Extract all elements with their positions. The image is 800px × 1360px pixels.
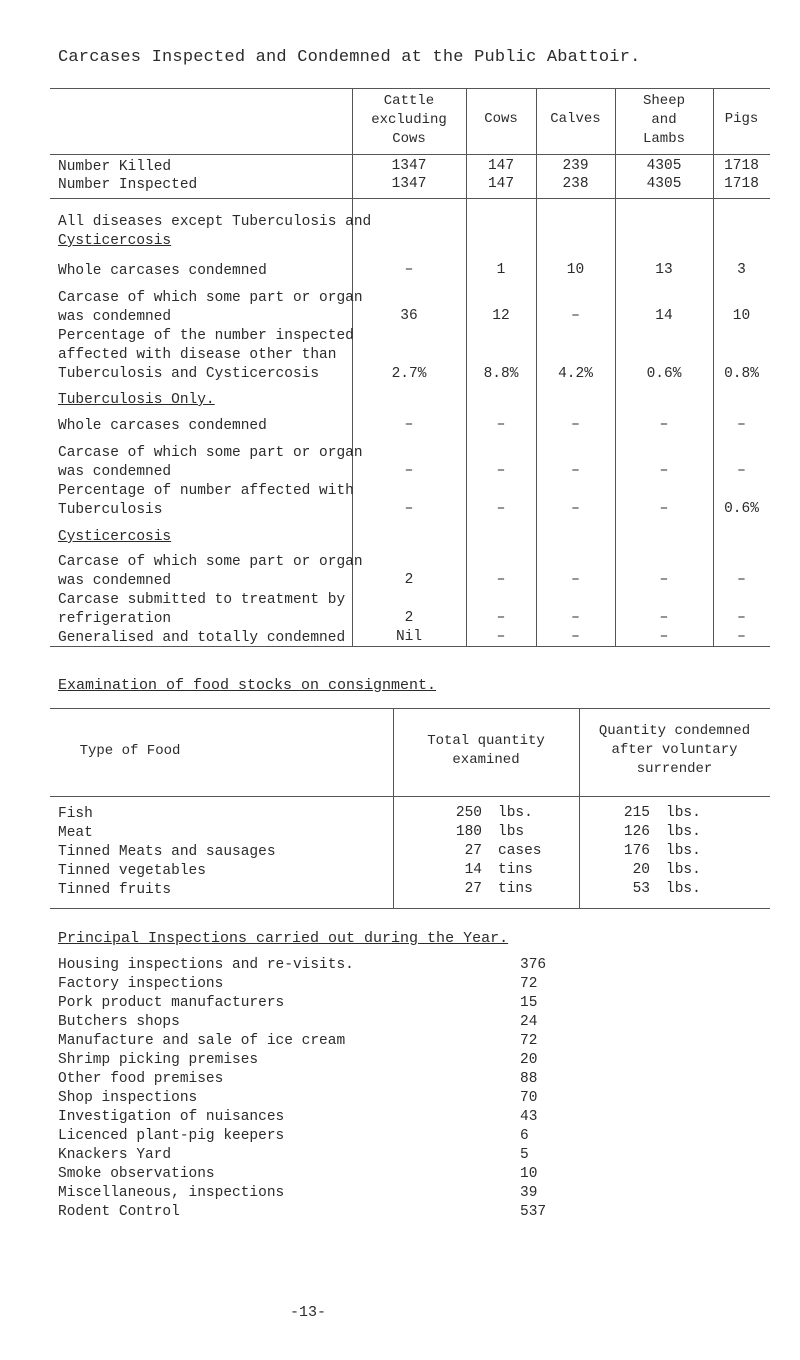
condemned-unit: lbs. bbox=[666, 805, 701, 821]
table-cell: 12 bbox=[492, 308, 510, 324]
column-header-line: Cows bbox=[392, 131, 426, 147]
row-label-line: Tuberculosis bbox=[58, 502, 163, 518]
row-label bbox=[58, 262, 267, 281]
table-cell: 4305 bbox=[646, 176, 682, 192]
inspection-label: Smoke observations bbox=[58, 1166, 215, 1182]
table-cell: 1347 bbox=[391, 176, 427, 192]
row-label-line: affected with disease other than bbox=[58, 347, 337, 363]
table-cell: – bbox=[404, 501, 414, 517]
table-cell: – bbox=[659, 629, 669, 645]
section-heading: Cysticercosis bbox=[58, 529, 172, 545]
table-cell: – bbox=[571, 610, 580, 626]
row-label-line: Carcase of which some part or organ bbox=[58, 290, 363, 306]
table-cell: – bbox=[737, 572, 746, 588]
quantity-examined: 27 bbox=[464, 843, 482, 859]
row-label-line: Percentage of number affected with bbox=[58, 483, 354, 499]
quantity-examined: 250 bbox=[455, 805, 482, 821]
condemned-unit: lbs. bbox=[666, 862, 701, 878]
inspection-count: 39 bbox=[520, 1185, 538, 1201]
table-cell: 0.8% bbox=[724, 366, 759, 382]
table-cell: – bbox=[571, 417, 580, 433]
quantity-examined: 14 bbox=[464, 862, 482, 878]
table-cell: 8.8% bbox=[483, 366, 519, 382]
table-cell: 239 bbox=[562, 158, 589, 174]
table-rule-top bbox=[50, 708, 770, 709]
row-label-line: Generalised and totally condemned bbox=[58, 630, 346, 646]
row-label-line: Percentage of the number inspected bbox=[58, 328, 354, 344]
condemned-unit: lbs. bbox=[666, 881, 701, 897]
column-header-line: Sheep bbox=[642, 93, 685, 109]
inspection-label: Knackers Yard bbox=[58, 1147, 172, 1163]
row-label bbox=[58, 417, 267, 436]
row-label bbox=[58, 629, 345, 648]
table-cell: 238 bbox=[562, 176, 589, 192]
quantity-unit: cases bbox=[498, 843, 542, 859]
row-label-line: Carcase of which some part or organ bbox=[58, 445, 363, 461]
table-rule-top bbox=[50, 88, 770, 89]
table-cell: 1347 bbox=[391, 158, 427, 174]
row-label-line: was condemned bbox=[58, 309, 172, 325]
table-cell: 36 bbox=[400, 308, 418, 324]
table-cell: – bbox=[659, 610, 669, 626]
inspection-label: Rodent Control bbox=[58, 1204, 180, 1220]
table-rule-header bbox=[50, 796, 770, 797]
inspections-list bbox=[58, 956, 578, 1222]
section-heading: Tuberculosis Only. bbox=[58, 392, 215, 408]
column-header-line: Cattle bbox=[383, 93, 435, 109]
row-label bbox=[58, 553, 363, 591]
column-header-line: Calves bbox=[550, 111, 601, 127]
inspection-label: Other food premises bbox=[58, 1071, 224, 1087]
column-header bbox=[615, 92, 713, 149]
page-number: -13- bbox=[290, 1304, 327, 1321]
table-cell: 0.6% bbox=[646, 366, 682, 382]
table-cell: 2 bbox=[404, 610, 414, 626]
column-header bbox=[352, 92, 466, 149]
inspection-count: 5 bbox=[520, 1147, 529, 1163]
table-cell: – bbox=[496, 610, 506, 626]
column-header bbox=[579, 722, 770, 779]
list-item bbox=[58, 1070, 578, 1089]
quantity-condemned: 126 bbox=[623, 824, 650, 840]
column-header: Type of Food bbox=[79, 743, 181, 759]
inspection-count: 15 bbox=[520, 995, 538, 1011]
table-rule-header bbox=[50, 154, 770, 155]
inspections-title: Principal Inspections carried out during the Year. bbox=[58, 930, 509, 947]
table-cell: – bbox=[737, 610, 746, 626]
row-label bbox=[58, 444, 363, 482]
list-item bbox=[58, 1203, 578, 1222]
inspection-count: 88 bbox=[520, 1071, 538, 1087]
inspection-count: 24 bbox=[520, 1014, 538, 1030]
table-rule-bottom bbox=[50, 908, 770, 909]
table-cell: 147 bbox=[487, 176, 515, 192]
table-cell: 1718 bbox=[724, 158, 759, 174]
table-cell: – bbox=[571, 629, 580, 645]
table-cell: – bbox=[404, 417, 414, 433]
column-header-line: and bbox=[651, 112, 677, 128]
inspection-label: Factory inspections bbox=[58, 976, 224, 992]
inspection-count: 70 bbox=[520, 1090, 538, 1106]
table-cell: 4305 bbox=[646, 158, 682, 174]
row-label-line: Carcase submitted to treatment by bbox=[58, 592, 346, 608]
inspection-count: 72 bbox=[520, 976, 538, 992]
food-type: Fish bbox=[58, 806, 93, 822]
inspection-label: Housing inspections and re-visits. bbox=[58, 957, 354, 973]
column-header bbox=[536, 110, 615, 129]
table-cell: 2.7% bbox=[391, 366, 427, 382]
list-item bbox=[58, 1146, 578, 1165]
inspection-label: Shop inspections bbox=[58, 1090, 198, 1106]
column-header-line: Cows bbox=[484, 111, 518, 127]
column-header-line: Total quantity bbox=[427, 733, 545, 749]
quantity-condemned: 215 bbox=[623, 805, 650, 821]
table-cell: – bbox=[737, 629, 746, 645]
table-cell: 10 bbox=[566, 262, 585, 278]
quantity-unit: lbs bbox=[498, 824, 525, 840]
row-label bbox=[58, 591, 345, 629]
table-cell: 4.2% bbox=[558, 366, 593, 382]
inspection-count: 20 bbox=[520, 1052, 538, 1068]
list-item bbox=[58, 1108, 578, 1127]
row-label-line: Whole carcases condemned bbox=[58, 263, 267, 279]
row-label bbox=[58, 482, 354, 520]
quantity-condemned: 176 bbox=[623, 843, 650, 859]
table-cell: 2 bbox=[404, 572, 414, 588]
quantity-examined: 27 bbox=[464, 881, 482, 897]
list-item bbox=[58, 975, 578, 994]
table-cell: – bbox=[496, 417, 506, 433]
row-label-line: was condemned bbox=[58, 573, 172, 589]
table-cell: – bbox=[496, 501, 506, 517]
section-heading-line: All diseases except Tuberculosis and bbox=[58, 214, 372, 230]
list-item bbox=[58, 1051, 578, 1070]
food-type: Tinned vegetables bbox=[58, 863, 206, 879]
table-cell: – bbox=[496, 463, 506, 479]
column-header-line: Quantity condemned bbox=[598, 723, 751, 739]
inspection-label: Miscellaneous, inspections bbox=[58, 1185, 285, 1201]
row-label-line: refrigeration bbox=[58, 611, 172, 627]
column-header bbox=[466, 110, 536, 129]
section-heading-line: Cysticercosis bbox=[58, 233, 172, 249]
quantity-unit: tins bbox=[498, 881, 533, 897]
column-header-line: examined bbox=[452, 752, 520, 768]
table-cell: – bbox=[659, 417, 669, 433]
table-cell: – bbox=[659, 572, 669, 588]
table-cell: – bbox=[659, 501, 669, 517]
food-type: Meat bbox=[58, 825, 93, 841]
table-cell: – bbox=[404, 463, 414, 479]
quantity-unit: lbs. bbox=[498, 805, 533, 821]
inspection-label: Shrimp picking premises bbox=[58, 1052, 259, 1068]
column-header-line: surrender bbox=[636, 761, 713, 777]
table-cell: 13 bbox=[655, 262, 673, 278]
row-label: Number Inspected bbox=[58, 177, 198, 193]
table-cell: 3 bbox=[737, 262, 746, 278]
row-label bbox=[58, 327, 354, 384]
quantity-condemned: 20 bbox=[632, 862, 650, 878]
table-cell: – bbox=[737, 417, 746, 433]
column-header bbox=[393, 732, 579, 770]
table-cell: 14 bbox=[655, 308, 673, 324]
inspection-label: Pork product manufacturers bbox=[58, 995, 285, 1011]
row-label: Number Killed bbox=[58, 159, 172, 175]
table-cell: – bbox=[571, 572, 580, 588]
section-heading bbox=[58, 213, 371, 251]
row-label-line: was condemned bbox=[58, 464, 172, 480]
table-cell: – bbox=[571, 463, 580, 479]
page-title: Carcases Inspected and Condemned at the Public Abattoir. bbox=[58, 48, 641, 67]
inspection-count: 43 bbox=[520, 1109, 538, 1125]
table-cell: – bbox=[571, 501, 580, 517]
list-item bbox=[58, 1013, 578, 1032]
list-item bbox=[58, 994, 578, 1013]
food-type: Tinned fruits bbox=[58, 882, 172, 898]
inspection-count: 10 bbox=[520, 1166, 538, 1182]
inspection-count: 6 bbox=[520, 1128, 529, 1144]
inspection-label: Investigation of nuisances bbox=[58, 1109, 285, 1125]
table-rule-counts bbox=[50, 198, 770, 199]
list-item bbox=[58, 956, 578, 975]
table-cell: 1718 bbox=[724, 176, 759, 192]
quantity-condemned: 53 bbox=[632, 881, 650, 897]
list-item bbox=[58, 1089, 578, 1108]
column-header bbox=[713, 110, 770, 129]
condemned-unit: lbs. bbox=[666, 843, 701, 859]
table-cell: 10 bbox=[732, 308, 751, 324]
table-cell: – bbox=[571, 308, 580, 324]
condemned-unit: lbs. bbox=[666, 824, 701, 840]
list-item bbox=[58, 1165, 578, 1184]
table-cell: 1 bbox=[496, 262, 506, 278]
row-label-line: Whole carcases condemned bbox=[58, 418, 267, 434]
table-cell: – bbox=[404, 262, 414, 278]
quantity-unit: tins bbox=[498, 862, 533, 878]
table-cell: 147 bbox=[487, 158, 515, 174]
table-cell: – bbox=[737, 463, 746, 479]
row-label-line: Carcase of which some part or organ bbox=[58, 554, 363, 570]
table-cell: 0.6% bbox=[724, 501, 759, 517]
table-cell: – bbox=[496, 629, 506, 645]
inspection-label: Licenced plant-pig keepers bbox=[58, 1128, 285, 1144]
column-header-line: after voluntary bbox=[611, 742, 738, 758]
column-header-line: Lambs bbox=[642, 131, 685, 147]
list-item bbox=[58, 1184, 578, 1203]
food-type: Tinned Meats and sausages bbox=[58, 844, 276, 860]
table-cell: Nil bbox=[395, 629, 423, 645]
quantity-examined: 180 bbox=[455, 824, 482, 840]
inspection-count: 537 bbox=[520, 1204, 547, 1220]
inspection-label: Manufacture and sale of ice cream bbox=[58, 1033, 346, 1049]
row-label-line: Tuberculosis and Cysticercosis bbox=[58, 366, 320, 382]
column-header-line: excluding bbox=[371, 112, 447, 128]
table-cell: – bbox=[496, 572, 506, 588]
inspection-count: 72 bbox=[520, 1033, 538, 1049]
inspection-label: Butchers shops bbox=[58, 1014, 180, 1030]
list-item bbox=[58, 1032, 578, 1051]
column-header-line: Pigs bbox=[724, 111, 759, 127]
table-cell: – bbox=[659, 463, 669, 479]
inspection-count: 376 bbox=[520, 957, 547, 973]
food-stocks-title: Examination of food stocks on consignment. bbox=[58, 677, 437, 694]
list-item bbox=[58, 1127, 578, 1146]
row-label bbox=[58, 289, 363, 327]
